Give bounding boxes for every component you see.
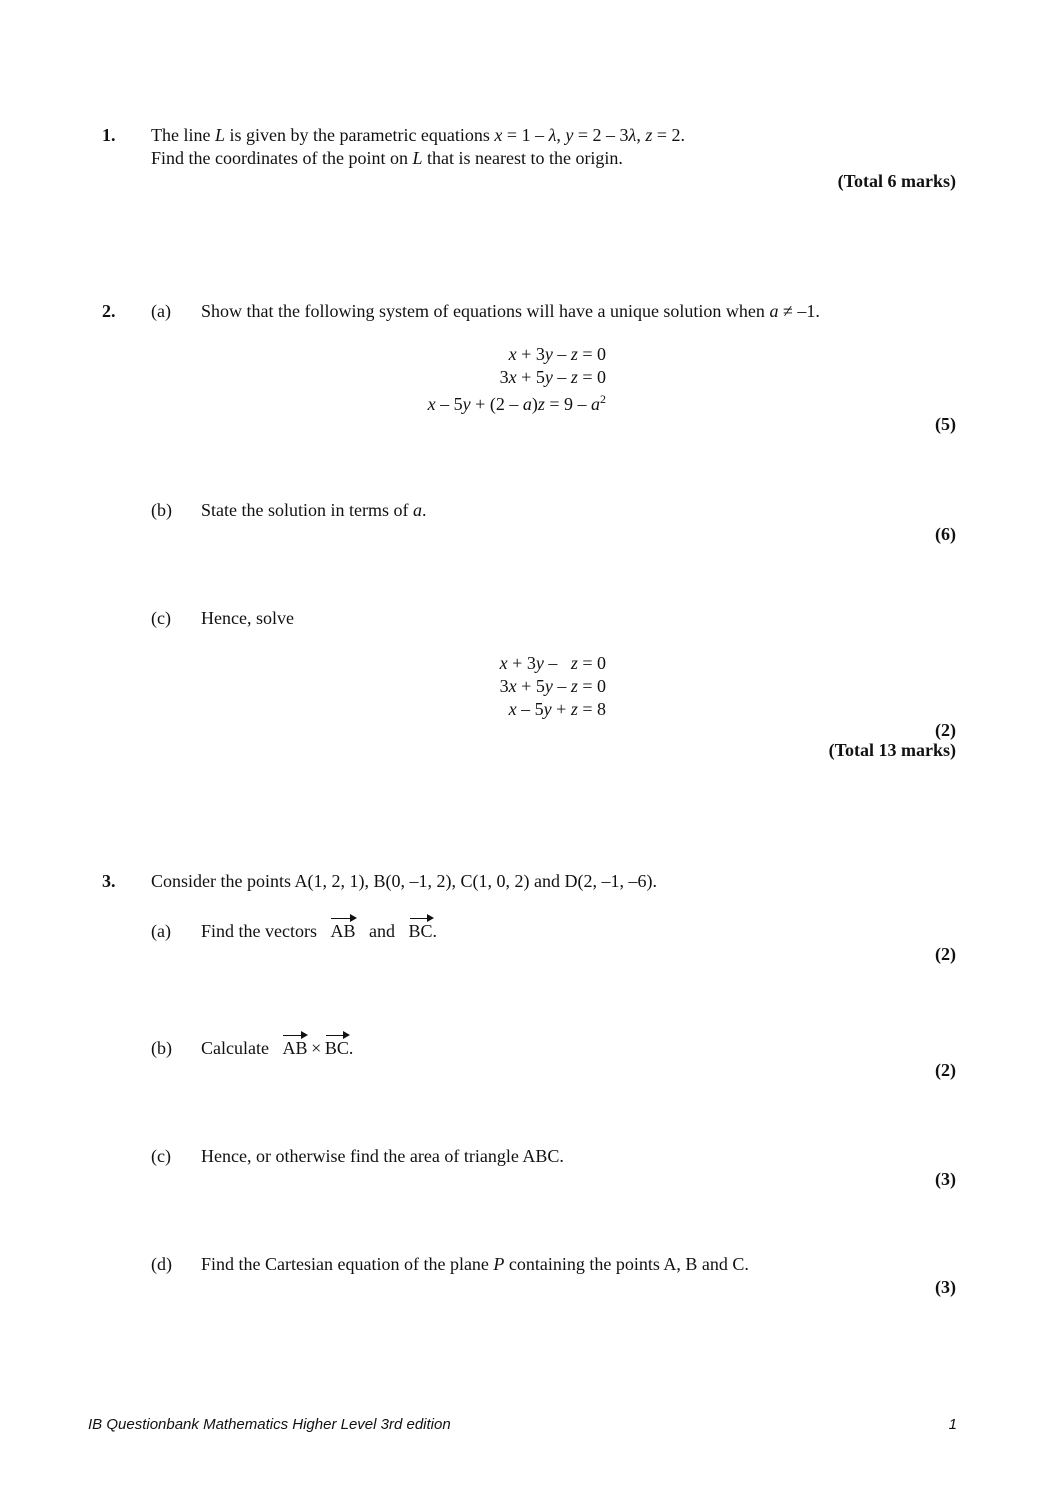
q2a-equation-3: $x - 5y + (2 - a)z = 9 - a^2$ [427, 392, 606, 414]
q2-number: 2. [102, 301, 116, 321]
q3a-prefix: Find the vectors [201, 921, 317, 941]
q3a-marks: (2) [935, 944, 956, 964]
q2c-text: Hence, solve [201, 608, 294, 628]
q2a-label: (a) [151, 301, 171, 321]
q2a-equation-1: x + 3y – z = 0 [508, 344, 606, 364]
q2c-equation-3: x – 5y + z = 8 [508, 699, 606, 719]
q2b-text: State the solution in terms of a. [201, 500, 427, 520]
q2b-marks: (6) [935, 524, 956, 544]
q2a-text: Show that the following system of equations will have a unique solution when a ≠ –1. [201, 301, 820, 321]
q3a-and: and [369, 921, 395, 941]
q2c-equation-1: x + 3y – z = 0 [499, 653, 606, 673]
q3a-period: . [432, 921, 438, 941]
q2c-equation-2: 3x + 5y – z = 0 [499, 676, 606, 696]
q3b-text [201, 1039, 353, 1057]
q2c-label: (c) [151, 608, 171, 628]
q3b-prefix: Calculate [201, 1038, 269, 1058]
q3b-marks: (2) [935, 1060, 956, 1080]
q3d-label: (d) [151, 1254, 172, 1274]
q3c-text: Hence, or otherwise find the area of triangle ABC. [201, 1146, 564, 1166]
vector-ab: AB [282, 1038, 308, 1058]
footer-page-number: 1 [948, 1416, 957, 1433]
q1-number: 1. [102, 125, 116, 145]
q2a-equation-2: 3x + 5y – z = 0 [499, 367, 606, 387]
q3a-label: (a) [151, 921, 171, 941]
q2c-marks: (2) [935, 720, 956, 740]
vector-bc: BC [324, 1038, 349, 1058]
q3b-label: (b) [151, 1038, 172, 1058]
q3c-marks: (3) [935, 1169, 956, 1189]
vector-ab: AB [330, 921, 356, 941]
q3d-marks: (3) [935, 1277, 956, 1297]
q1-total-marks: (Total 6 marks) [837, 171, 956, 191]
q3-number: 3. [102, 871, 116, 891]
q2a-marks: (5) [935, 414, 956, 434]
q3c-label: (c) [151, 1146, 171, 1166]
q2-total-marks: (Total 13 marks) [828, 740, 956, 760]
footer-title: IB Questionbank Mathematics Higher Level 3rd edition [88, 1416, 451, 1433]
q1-line2: Find the coordinates of the point on L that is nearest to the origin. [151, 148, 623, 168]
q3a-text [201, 922, 437, 940]
q3b-period: . [348, 1038, 354, 1058]
q3-intro: Consider the points A(1, 2, 1), B(0, –1, 2), C(1, 0, 2) and D(2, –1, –6). [151, 871, 657, 891]
vector-bc: BC [408, 921, 433, 941]
q1-line1: The line L is given by the parametric equations x = 1 – λ, y = 2 – 3λ, z = 2. [151, 125, 685, 145]
q3d-text: Find the Cartesian equation of the plane P containing the points A, B and C. [201, 1254, 749, 1274]
q2b-label: (b) [151, 500, 172, 520]
cross-product-sign: × [311, 1038, 322, 1058]
